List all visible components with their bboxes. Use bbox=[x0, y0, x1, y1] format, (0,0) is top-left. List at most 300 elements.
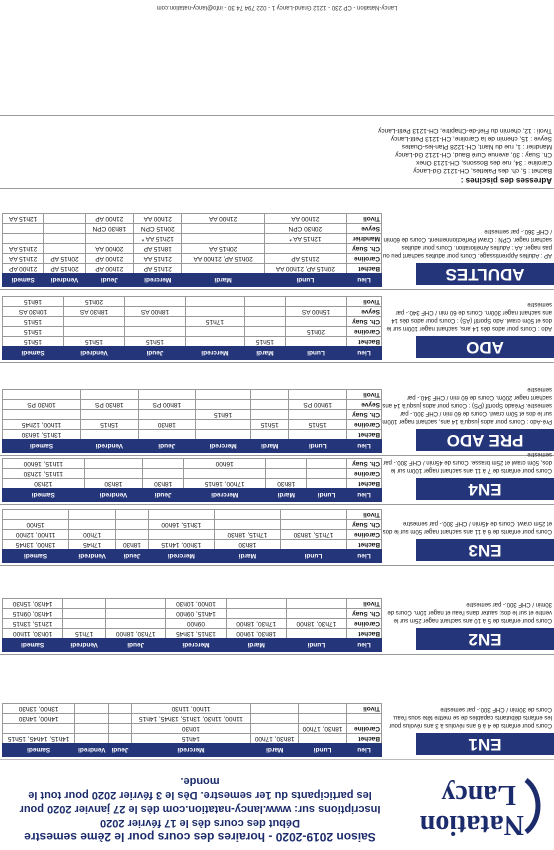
pool-name: Ch. Suay bbox=[347, 520, 382, 530]
day-header: Vendredi bbox=[81, 440, 139, 453]
day-header: Vendredi bbox=[63, 639, 106, 652]
time-cell bbox=[280, 510, 346, 520]
time-cell bbox=[286, 297, 347, 307]
time-cell bbox=[84, 469, 143, 479]
time-cell: 14h30, 15h30 bbox=[3, 599, 63, 609]
day-header: Mercredi bbox=[131, 744, 251, 757]
pool-name: Tivoli bbox=[347, 297, 382, 307]
day-header: Mardi bbox=[214, 550, 280, 563]
addresses-title: Adresses des piscines : bbox=[460, 176, 552, 185]
time-cell bbox=[75, 724, 109, 734]
time-cell: 21h00 AA bbox=[134, 214, 182, 224]
pool-name: Caroline bbox=[347, 327, 382, 337]
schedule-table bbox=[2, 598, 382, 652]
time-cell bbox=[251, 704, 299, 714]
pool-name: Ch. Suay bbox=[347, 317, 382, 327]
table-row bbox=[3, 704, 382, 714]
table-row bbox=[3, 297, 382, 307]
day-header: Mardi bbox=[266, 489, 307, 502]
time-cell bbox=[3, 390, 81, 400]
time-cell: 13h15, 13h45 bbox=[166, 629, 226, 639]
schedule-table bbox=[2, 703, 382, 757]
time-cell bbox=[109, 704, 131, 714]
time-cell: 21h15 AA bbox=[3, 254, 44, 264]
day-header: Jeudi bbox=[143, 489, 184, 502]
table-row bbox=[3, 410, 382, 420]
time-cell: 10h30 bbox=[131, 724, 251, 734]
day-header: Vendredi bbox=[75, 744, 109, 757]
section-en2 bbox=[0, 565, 554, 654]
time-cell bbox=[307, 469, 347, 479]
table-row bbox=[3, 520, 382, 530]
time-cell bbox=[148, 510, 214, 520]
time-cell bbox=[196, 420, 251, 430]
time-cell bbox=[106, 619, 166, 629]
section-description: Cours pour enfants de 4 à 6 ans révolus à 3 ans révolus pour les enfants débutants capables de se mettre tête sous l'eau. Cours de 30min / CHF 300.- par semestre bbox=[389, 706, 552, 728]
time-cell: 15h15 bbox=[3, 317, 64, 327]
day-header: Samedi bbox=[3, 347, 64, 360]
day-header: Lieu bbox=[347, 274, 382, 287]
day-header: Vendredi bbox=[64, 347, 125, 360]
section-title: EN2 bbox=[416, 628, 554, 650]
day-header: Jeudi bbox=[125, 347, 186, 360]
section-adultes bbox=[0, 188, 554, 289]
time-cell bbox=[109, 724, 131, 734]
time-cell: 11h00, 11h30, 13h15, 13h45, 14h15 bbox=[131, 714, 251, 724]
time-cell bbox=[196, 430, 251, 440]
day-header: Vendredi bbox=[44, 274, 85, 287]
day-header: Mardi bbox=[244, 347, 285, 360]
time-cell bbox=[299, 734, 347, 744]
schedule-table bbox=[2, 296, 382, 360]
table-row bbox=[3, 400, 382, 410]
time-cell: 13h15, 16h30 bbox=[3, 430, 81, 440]
time-cell: 21h15 AA bbox=[134, 254, 182, 264]
section-description: AP : Adultes Apprentissage. Cours pour adultes sachant peu ou pas nager. AA : Adultes Amélioration. Cours pour adultes sachant nager. CPN : Crawl Perfectionnement. Cours de 60min / CHF 360.- par semestre bbox=[382, 228, 552, 258]
time-cell bbox=[138, 410, 196, 420]
table-row bbox=[3, 599, 382, 609]
pool-name: Ch. Suay bbox=[347, 609, 382, 619]
time-cell bbox=[299, 704, 347, 714]
day-header: Jeudi bbox=[106, 639, 166, 652]
section-ado bbox=[0, 289, 554, 362]
time-cell bbox=[266, 469, 307, 479]
time-cell: 18h30 CPN bbox=[85, 224, 133, 234]
time-cell: 17h30, 18h00 bbox=[106, 629, 166, 639]
time-cell: 21h00 AP bbox=[85, 254, 133, 264]
time-cell bbox=[75, 704, 109, 714]
day-header: Mardi bbox=[182, 274, 264, 287]
time-cell: 21h00 AA bbox=[182, 214, 264, 224]
time-cell: 11h00, 11h30 bbox=[131, 704, 251, 714]
day-header: Jeudi bbox=[109, 744, 131, 757]
time-cell: 21h00 AP bbox=[85, 214, 133, 224]
pool-name: Ch. Suay bbox=[347, 410, 382, 420]
day-header: Lundi bbox=[299, 744, 347, 757]
day-header: Lundi bbox=[289, 440, 347, 453]
time-cell: 21h00 AA bbox=[264, 214, 346, 224]
time-cell: 20h30 CPN bbox=[264, 224, 346, 234]
time-cell bbox=[185, 307, 244, 317]
day-header: Samedi bbox=[3, 639, 63, 652]
table-row bbox=[3, 254, 382, 264]
time-cell: 20h15 AP bbox=[44, 264, 85, 274]
time-cell: 13h15, 16h00 bbox=[148, 520, 214, 530]
pool-name: Seyve bbox=[347, 400, 382, 410]
logo-text-bottom: Lancy bbox=[441, 779, 516, 810]
pool-name: Bachet bbox=[347, 540, 382, 550]
time-cell bbox=[69, 510, 116, 520]
time-cell bbox=[289, 410, 347, 420]
day-header: Lundi bbox=[307, 489, 347, 502]
pool-name: Bachet bbox=[347, 629, 382, 639]
time-cell bbox=[84, 459, 143, 469]
time-cell: 10h00, 10h30 bbox=[166, 599, 226, 609]
time-cell bbox=[286, 609, 346, 619]
time-cell bbox=[286, 317, 347, 327]
time-cell bbox=[125, 327, 186, 337]
time-cell bbox=[251, 390, 289, 400]
table-row bbox=[3, 390, 382, 400]
table-row bbox=[3, 530, 382, 540]
time-cell bbox=[116, 510, 149, 520]
time-cell: 18h00 AS bbox=[125, 307, 186, 317]
time-cell bbox=[244, 317, 285, 327]
address-list bbox=[252, 126, 552, 184]
time-cell bbox=[244, 307, 285, 317]
registration-line-3: monde. bbox=[180, 775, 220, 787]
day-header: Mercredi bbox=[134, 274, 182, 287]
time-cell bbox=[3, 224, 44, 234]
day-header: Lieu bbox=[347, 639, 382, 652]
header-text bbox=[6, 774, 394, 844]
time-cell bbox=[116, 520, 149, 530]
time-cell bbox=[307, 459, 347, 469]
day-header: Samedi bbox=[3, 489, 85, 502]
time-cell bbox=[264, 244, 346, 254]
time-cell bbox=[251, 724, 299, 734]
time-cell: 17h45 bbox=[69, 540, 116, 550]
address-line: Bachet : 5, ch. des Palettes, CH-1212 Gd-Lancy bbox=[413, 167, 552, 174]
time-cell: 15h00 AS bbox=[286, 307, 347, 317]
time-cell bbox=[138, 390, 196, 400]
time-cell bbox=[44, 224, 85, 234]
table-row bbox=[3, 540, 382, 550]
table-row bbox=[3, 734, 382, 744]
table-row bbox=[3, 459, 382, 469]
time-cell bbox=[280, 520, 346, 530]
time-cell: 17h15, 18h30 bbox=[214, 530, 280, 540]
time-cell bbox=[244, 327, 285, 337]
time-cell: 17h15, 18h30 bbox=[280, 530, 346, 540]
section-en3 bbox=[0, 504, 554, 565]
time-cell: 12h15 AA bbox=[3, 214, 44, 224]
schedule-table bbox=[2, 389, 382, 453]
time-cell: 21h15 AP bbox=[264, 254, 346, 264]
section-title: EN4 bbox=[416, 478, 554, 500]
table-row bbox=[3, 337, 382, 347]
day-header: Lundi bbox=[286, 639, 346, 652]
time-cell bbox=[214, 520, 280, 530]
time-cell: 14h15, 09h00 bbox=[166, 609, 226, 619]
table-row bbox=[3, 307, 382, 317]
time-cell: 13h00, 13h30 bbox=[3, 704, 75, 714]
table-row bbox=[3, 234, 382, 244]
registration-line-2: les participants du 1er semestre. Dès le 3 février 2020 pour tout le bbox=[28, 789, 372, 801]
time-cell: 21h00 AP bbox=[85, 264, 133, 274]
time-cell: 13h00, 14h15 bbox=[148, 540, 214, 550]
day-header: Samedi bbox=[3, 440, 81, 453]
day-header: Lieu bbox=[347, 550, 382, 563]
pool-name: Tivoli bbox=[347, 214, 382, 224]
time-cell bbox=[63, 609, 106, 619]
logo-text-top: Natation bbox=[419, 809, 524, 840]
day-header: Mercredi bbox=[196, 440, 251, 453]
section-en1 bbox=[0, 654, 554, 759]
day-header: Mercredi bbox=[183, 489, 265, 502]
pool-name bbox=[347, 714, 382, 724]
time-cell bbox=[125, 297, 186, 307]
day-header: Lundi bbox=[264, 274, 346, 287]
time-cell bbox=[286, 599, 346, 609]
address-line: Seyve : 15, chemin de la Caroline, CH-1213 Petit-Lancy bbox=[390, 135, 552, 142]
time-cell: 10h30 PS bbox=[3, 400, 81, 410]
day-header: Mardi bbox=[251, 440, 289, 453]
time-cell bbox=[81, 390, 139, 400]
time-cell bbox=[251, 410, 289, 420]
time-cell: 17h15 bbox=[185, 317, 244, 327]
time-cell: 17h30, 18h00 bbox=[226, 619, 286, 629]
table-row bbox=[3, 469, 382, 479]
time-cell: 16h00 bbox=[183, 459, 265, 469]
time-cell: 15h15 bbox=[64, 337, 125, 347]
time-cell: 10h30, 11h00 bbox=[3, 629, 63, 639]
time-cell bbox=[214, 510, 280, 520]
section-description: Cours pour enfants de 6 à 11 ans sachant nager 50m sur le dos et 25m crawl. Cours de 45min / CHF 300.- par semestre bbox=[382, 520, 552, 534]
time-cell: 18h30 bbox=[214, 540, 280, 550]
time-cell: 12h15 AA * bbox=[264, 234, 346, 244]
pool-name: Bachet bbox=[347, 337, 382, 347]
day-header: Mardi bbox=[251, 744, 299, 757]
time-cell bbox=[69, 520, 116, 530]
section-title: ADO bbox=[416, 336, 554, 358]
day-header: Mercredi bbox=[166, 639, 226, 652]
time-cell bbox=[75, 714, 109, 724]
day-header: Vendredi bbox=[84, 489, 143, 502]
day-header: Samedi bbox=[3, 550, 69, 563]
day-header: Lieu bbox=[347, 489, 382, 502]
time-cell bbox=[75, 734, 109, 744]
address-line: Mandrier : 1, rue du Nant, CH-1228 Plan-les-Ouates bbox=[401, 143, 552, 150]
table-row bbox=[3, 214, 382, 224]
time-cell: 15h15 bbox=[244, 337, 285, 347]
registration-line-1: Inscriptions sur: www.lancy-natation.com dès le 27 janvier 2020 pour bbox=[19, 803, 381, 815]
table-row bbox=[3, 224, 382, 234]
table-row bbox=[3, 244, 382, 254]
time-cell bbox=[307, 479, 347, 489]
section-pre-ado bbox=[0, 362, 554, 455]
club-logo bbox=[406, 772, 546, 842]
time-cell: 18h30 bbox=[138, 420, 196, 430]
time-cell: 15h00 bbox=[3, 520, 69, 530]
address-line: Ch. Suay : 30, avenue Curé Baud, CH-1212 Gd-Lancy bbox=[395, 151, 552, 158]
schedule-table bbox=[2, 213, 382, 287]
time-cell bbox=[286, 629, 346, 639]
pool-name: Bachet bbox=[347, 430, 382, 440]
table-row bbox=[3, 510, 382, 520]
time-cell bbox=[44, 234, 85, 244]
pool-name: Ch. Suay bbox=[347, 459, 382, 469]
day-header: Jeudi bbox=[116, 550, 149, 563]
time-cell: 15h15 bbox=[3, 327, 64, 337]
time-cell bbox=[185, 297, 244, 307]
time-cell bbox=[64, 317, 125, 327]
table-row bbox=[3, 317, 382, 327]
time-cell bbox=[226, 599, 286, 609]
time-cell bbox=[183, 469, 265, 479]
time-cell bbox=[3, 410, 81, 420]
time-cell: 11h15, 16h00 bbox=[3, 459, 85, 469]
table-row bbox=[3, 724, 382, 734]
table-row bbox=[3, 619, 382, 629]
time-cell bbox=[106, 599, 166, 609]
time-cell bbox=[63, 599, 106, 609]
time-cell: 18h15 AP bbox=[134, 244, 182, 254]
time-cell: 18h30 PS bbox=[81, 400, 139, 410]
time-cell bbox=[226, 609, 286, 619]
time-cell bbox=[196, 390, 251, 400]
section-description: Cours pour enfants de 5 à 10 ans sachant nager 25m sur le ventre et sur le dos; sauter dans l'eau et nager 10m. Cours de 30min / CHF 300.- par semestre bbox=[387, 601, 552, 623]
time-cell bbox=[182, 224, 264, 234]
table-row bbox=[3, 714, 382, 724]
pool-name: Caroline bbox=[347, 254, 382, 264]
time-cell: 11h00, 12h00 bbox=[3, 530, 69, 540]
pool-name: Bachet bbox=[347, 479, 382, 489]
time-cell bbox=[3, 234, 44, 244]
section-title: ADULTES bbox=[416, 263, 554, 285]
time-cell: 15h15 bbox=[251, 420, 289, 430]
pool-name: Tivoli bbox=[347, 704, 382, 714]
pool-name: Seyve bbox=[347, 307, 382, 317]
time-cell: 18h30 bbox=[116, 540, 149, 550]
course-sections bbox=[0, 188, 554, 759]
address-line: Caroline : 34, rue des Bossons, CH-1213 Onex bbox=[416, 159, 552, 166]
pool-name: Caroline bbox=[347, 724, 382, 734]
time-cell: 18h30, 19h00 bbox=[226, 629, 286, 639]
time-cell: 11h00, 12h45 bbox=[3, 420, 81, 430]
section-description: Ado : Cours pour ados dès 14 ans, sachant nager 100m sur le dos et 50m crawl. Ado Sportif (AS) : Cours pour ados dès 14 ans sachant nager 300m. Cours de 60 min / CHF 340.- par semestre bbox=[386, 301, 552, 331]
time-cell: 17h00, 16h15 bbox=[183, 479, 265, 489]
day-header: Lundi bbox=[286, 347, 347, 360]
time-cell bbox=[251, 430, 289, 440]
pool-name: Caroline bbox=[347, 420, 382, 430]
time-cell: 14h00, 14h30 bbox=[3, 714, 75, 724]
time-cell: 18h30, 17h00 bbox=[299, 724, 347, 734]
page-title: Saison 2019-2020 - horaires des cours pour le 2ème semestre bbox=[24, 830, 376, 844]
pool-name: Seyve bbox=[347, 224, 382, 234]
time-cell: 16h15 bbox=[196, 410, 251, 420]
time-cell: 20h15 CPN bbox=[134, 224, 182, 234]
time-cell bbox=[109, 734, 131, 744]
day-header: Mardi bbox=[226, 639, 286, 652]
time-cell bbox=[63, 619, 106, 629]
day-header: Vendredi bbox=[69, 550, 116, 563]
time-cell bbox=[185, 327, 244, 337]
time-cell bbox=[3, 724, 75, 734]
day-header: Lieu bbox=[347, 744, 382, 757]
section-title: PRE ADO bbox=[416, 429, 554, 451]
time-cell: 20h15 bbox=[64, 297, 125, 307]
time-cell bbox=[289, 390, 347, 400]
time-cell bbox=[138, 430, 196, 440]
time-cell: 15h15 bbox=[81, 420, 139, 430]
time-cell bbox=[251, 714, 299, 724]
time-cell: 14h15, 14h45, 15h15 bbox=[3, 734, 75, 744]
time-cell bbox=[182, 264, 264, 274]
time-cell bbox=[266, 459, 307, 469]
section-title: EN1 bbox=[416, 733, 554, 755]
section-title: EN3 bbox=[416, 539, 554, 561]
time-cell: 18h00 PS bbox=[138, 400, 196, 410]
day-header: Lundi bbox=[280, 550, 346, 563]
time-cell bbox=[286, 337, 347, 347]
time-cell bbox=[64, 327, 125, 337]
time-cell: 12h30 bbox=[3, 479, 85, 489]
time-cell bbox=[109, 714, 131, 724]
pool-name: Tivoli bbox=[347, 390, 382, 400]
day-header: Samedi bbox=[3, 744, 75, 757]
time-cell: 17h00 bbox=[69, 530, 116, 540]
day-header: Mercredi bbox=[148, 550, 214, 563]
time-cell bbox=[299, 714, 347, 724]
pool-name: Bachet bbox=[347, 734, 382, 744]
schedule-table bbox=[2, 509, 382, 563]
section-description: Pré-Ado : Cours pour ados jusqu'à 14 ans, sachant nager 100m sur le dos et 50m crawl. Cours de 60 min / CHF 300.- par semestre. Préado Sportif (PS) : Cours pour ados jusqu'à 14 ans sachant nager 200m. Cours de 60 min / CHF 340.- par semestre bbox=[382, 386, 552, 424]
pool-name: Caroline bbox=[347, 530, 382, 540]
time-cell: 14h30, 09h15 bbox=[3, 609, 63, 619]
time-cell: 19h00 PS bbox=[289, 400, 347, 410]
pool-name: Tivoli bbox=[347, 510, 382, 520]
time-cell bbox=[182, 234, 264, 244]
table-row bbox=[3, 327, 382, 337]
time-cell: 14h15 bbox=[131, 734, 251, 744]
time-cell bbox=[289, 430, 347, 440]
time-cell bbox=[244, 297, 285, 307]
time-cell: 21h15 AP bbox=[134, 264, 182, 274]
pool-addresses bbox=[0, 115, 554, 188]
time-cell bbox=[81, 430, 139, 440]
section-description: Cours pour enfants de 7 à 11 ans sachant nager 100m sur le dos, 50m crawl et 25m brasse. Cours de 45min / CHF 300.- par semestre bbox=[383, 451, 552, 473]
time-cell bbox=[251, 400, 289, 410]
day-header: Jeudi bbox=[85, 274, 133, 287]
time-cell bbox=[185, 337, 244, 347]
time-cell: 17h15 bbox=[63, 629, 106, 639]
time-cell: 20h00 AA bbox=[85, 244, 133, 254]
time-cell: 18h30 bbox=[266, 479, 307, 489]
time-cell: 18h30 AS bbox=[64, 307, 125, 317]
time-cell bbox=[116, 530, 149, 540]
table-row bbox=[3, 479, 382, 489]
time-cell: 20h15 AP bbox=[44, 254, 85, 264]
table-row bbox=[3, 430, 382, 440]
time-cell: 18h30 bbox=[84, 479, 143, 489]
time-cell: 20h15 AA bbox=[182, 244, 264, 254]
time-cell: 15h15 bbox=[3, 337, 64, 347]
time-cell bbox=[143, 459, 184, 469]
time-cell: 20h15 AP, 21h00 AA bbox=[264, 264, 346, 274]
time-cell: 12h15 AA * bbox=[134, 234, 182, 244]
pool-name: Bachet bbox=[347, 264, 382, 274]
